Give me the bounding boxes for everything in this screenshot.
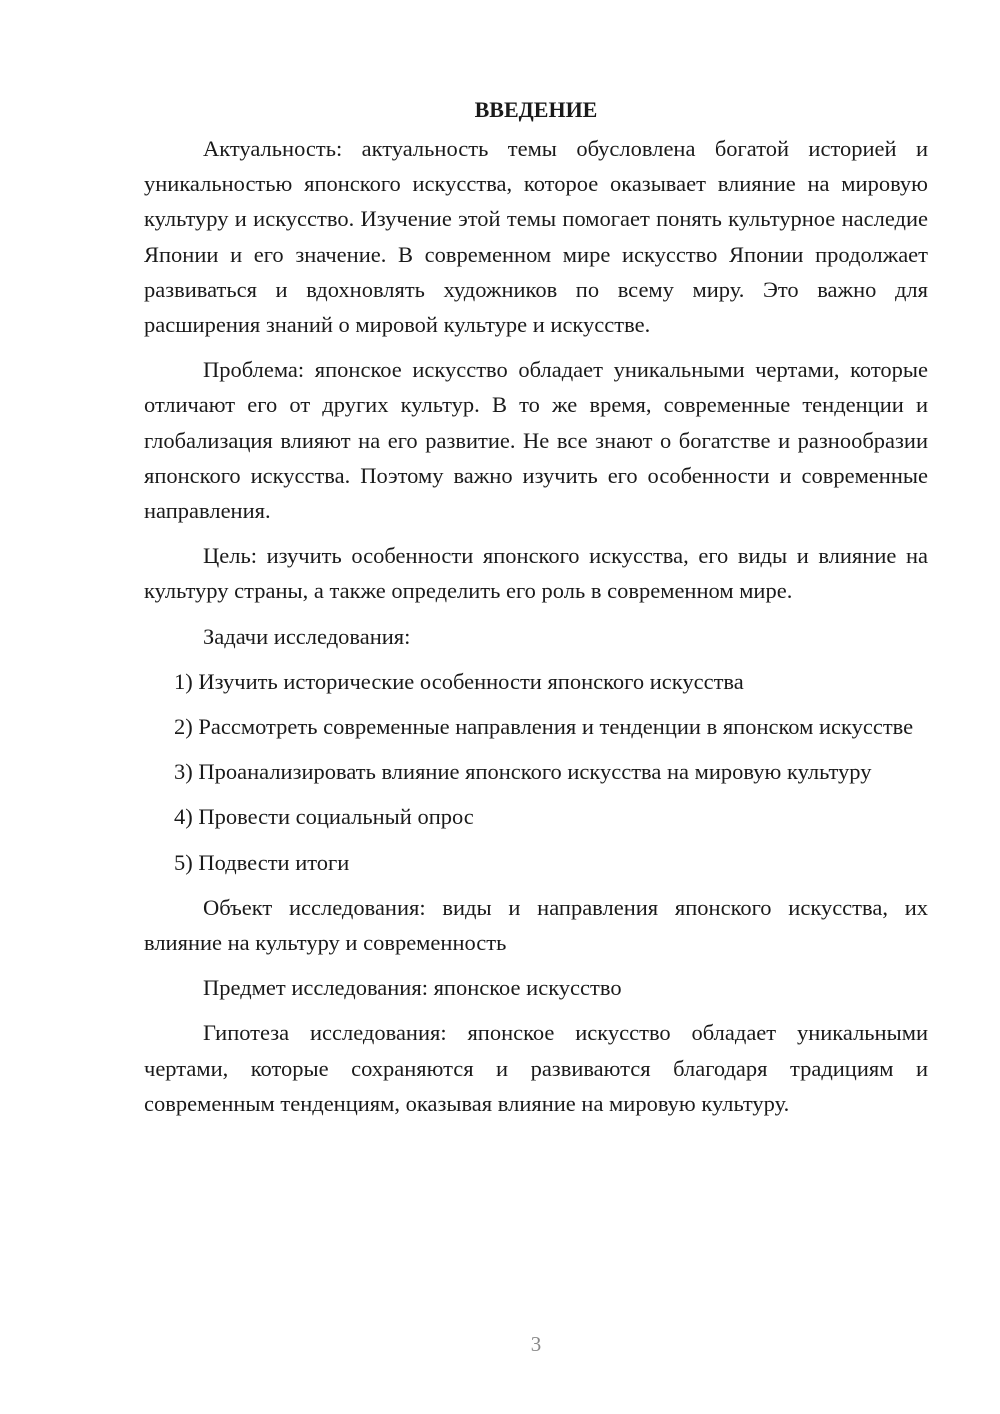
goal-paragraph: Цель: изучить особенности японского искусства, его виды и влияние на культуру страны, а также определить его роль в современном мире. (144, 543, 928, 604)
tasks-title: Задачи исследования: (203, 623, 411, 649)
task-item: 5) Подвести итоги (174, 849, 350, 875)
task-item: 4) Провести социальный опрос (174, 804, 474, 830)
section-heading: ВВЕДЕНИЕ (474, 97, 598, 122)
hypothesis-paragraph: Гипотеза исследования: японское искусство обладает уникальными чертами, которые сохраняются и развиваются благодаря традициям и современным тенденциям, оказывая влияние на мировую культуру. (144, 1020, 928, 1116)
document-page (144, 92, 928, 1131)
page-number: 3 (530, 1332, 542, 1356)
problem-paragraph: Проблема: японское искусство обладает уникальными чертами, которые отличают его от других культур. В то же время, современные тенденции и глобализация влияют на его развитие. Не все знают о богатстве и разнообразии японского искусства. Поэтому важно изучить его особенности и современные направления. (144, 357, 928, 524)
task-item: 3) Проанализировать влияние японского искусства на мировую культуру (174, 759, 872, 785)
subject-paragraph: Предмет исследования: японское искусство (203, 975, 622, 1001)
task-item: 1) Изучить исторические особенности японского искусства (174, 668, 744, 694)
task-item: 2) Рассмотреть современные направления и тенденции в японском искусстве (174, 714, 914, 740)
relevance-paragraph: Актуальность: актуальность темы обусловлена богатой историей и уникальностью японского искусства, которое оказывает влияние на мировую культуру и искусство. Изучение этой темы помогает понять культурное наследие Японии и его значение. В современном мире искусство Японии продолжает развиваться и вдохновлять художников по всему миру. Это важно для расширения знаний о мировой культуре и искусстве. (144, 136, 928, 338)
object-paragraph: Объект исследования: виды и направления японского искусства, их влияние на культуру и современность (144, 894, 928, 956)
